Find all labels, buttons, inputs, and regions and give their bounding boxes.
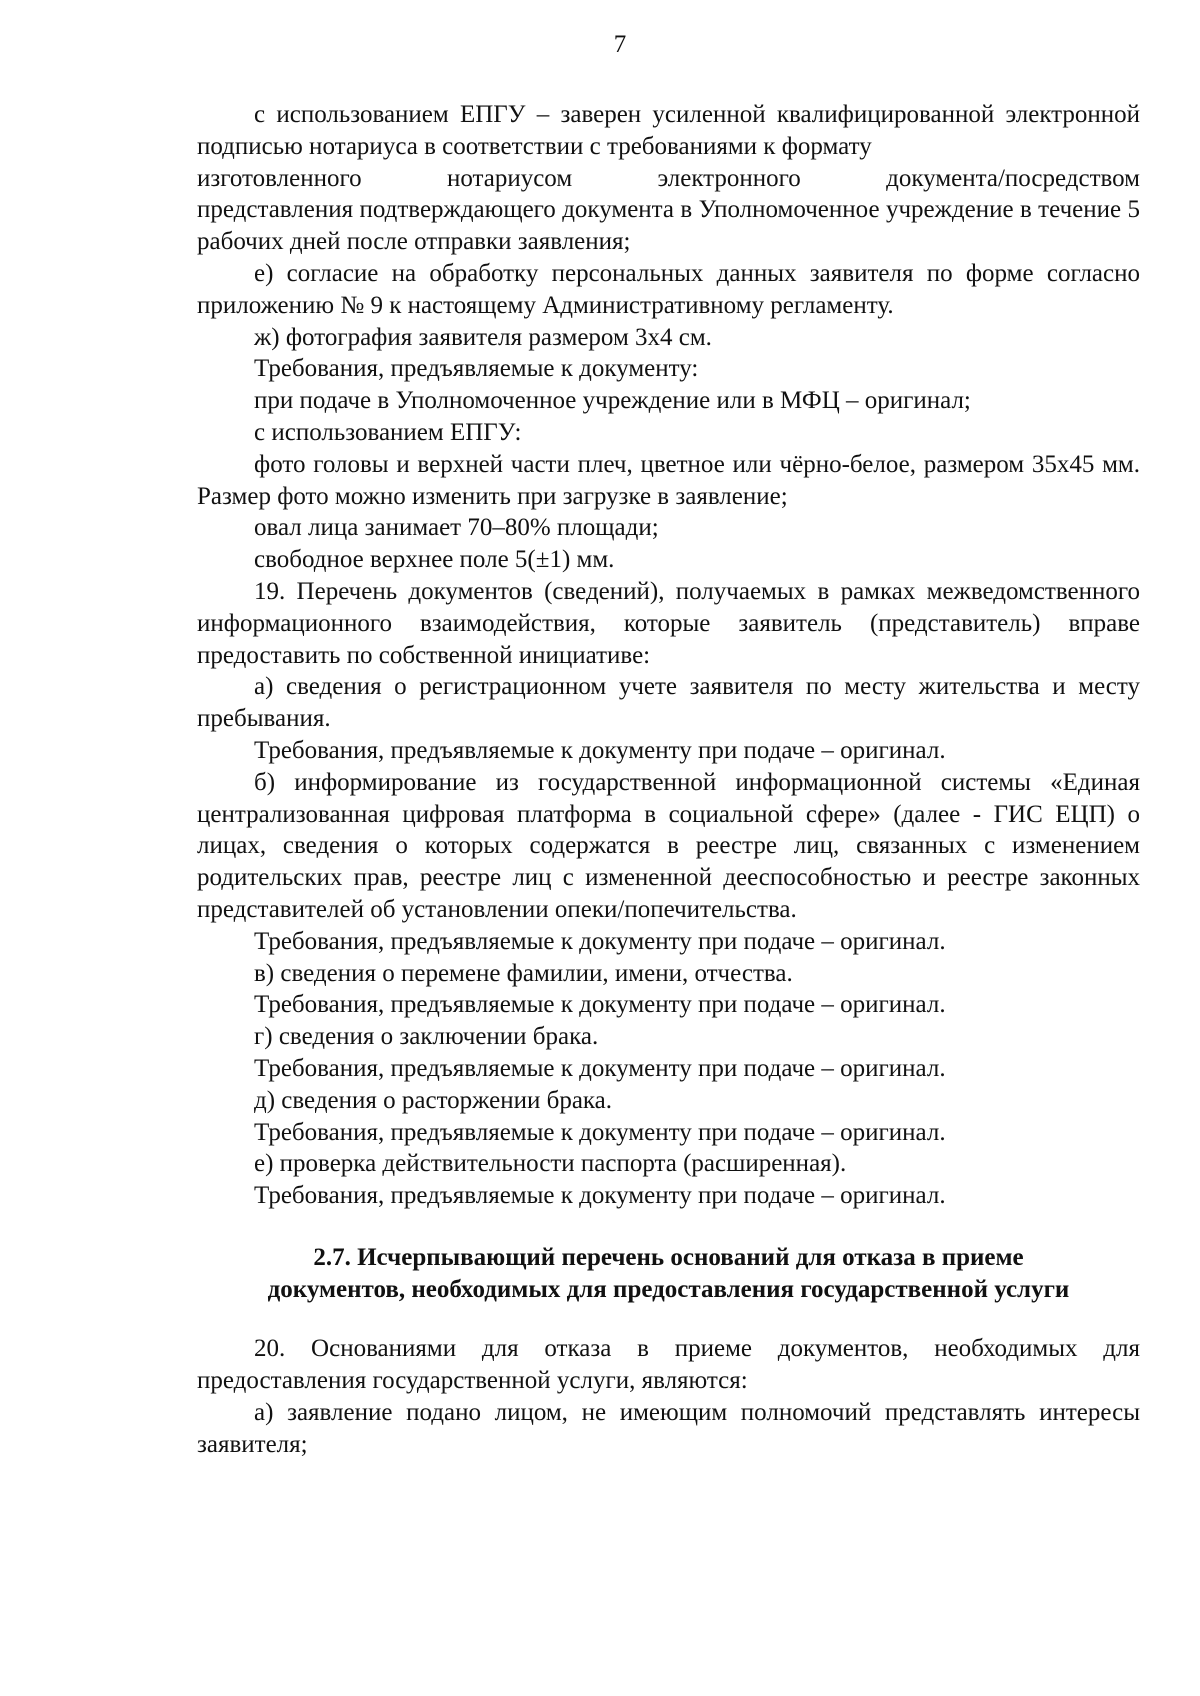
paragraph-photo: ж) фотография заявителя размером 3х4 см. — [254, 323, 712, 351]
section-heading — [197, 1242, 1140, 1306]
paragraph-requirement-original: Требования, предъявляемые к документу при подаче – оригинал. — [254, 736, 946, 764]
paragraph-registration: а) сведения о регистрационном учете заявителя по месту жительства и месту пребывания. — [197, 673, 1140, 733]
page-number: 7 — [613, 31, 627, 58]
paragraph-top-margin: свободное верхнее поле 5(±1) мм. — [254, 546, 615, 574]
paragraph-epgu-notary: с использованием ЕПГУ – заверен усиленной квалифицированной электронной подписью нотариуса в соответствии с требованиями к формату — [197, 101, 1140, 160]
paragraph-marriage: г) сведения о заключении брака. — [254, 1023, 599, 1051]
paragraph-original-mfc: при подаче в Уполномоченное учреждение или в МФЦ – оригинал; — [254, 387, 971, 415]
paragraph-notary-line: изготовленного нотариусом электронного документа/посредством — [197, 164, 1140, 192]
paragraph-requirements: Требования, предъявляемые к документу: — [254, 355, 699, 383]
paragraph-face-oval: овал лица занимает 70–80% площади; — [254, 514, 659, 542]
paragraph-requirement-original: Требования, предъявляемые к документу при подаче – оригинал. — [254, 1118, 946, 1146]
paragraph-no-authority: а) заявление подано лицом, не имеющим полномочий представлять интересы заявителя; — [197, 1399, 1140, 1458]
paragraph-gis-ecp: б) информирование из государственной информационной системы «Единая централизованная цифровая платформа в социальной сфере» (далее - ГИС ЕЦП) о лицах, сведения о которых содержатся в реестре лиц, связанных с изменением родительских прав, реестре лиц с измененной дееспособностью и реестре законных представителей об установлении опеки/попечительства. — [197, 768, 1140, 923]
paragraph-epgu: с использованием ЕПГУ: — [254, 418, 522, 446]
paragraph-requirement-original: Требования, предъявляемые к документу при подаче – оригинал. — [254, 1182, 946, 1210]
document-body — [197, 99, 1140, 1461]
paragraph-passport-check: е) проверка действительности паспорта (расширенная). — [254, 1150, 847, 1178]
paragraph-submission: представления подтверждающего документа в Уполномоченное учреждение в течение 5 рабочих дней после отправки заявления; — [197, 196, 1140, 256]
section-heading-line-2: документов, необходимых для предоставления государственной услуги — [267, 1275, 1070, 1303]
paragraph-requirement-original: Требования, предъявляемые к документу при подаче – оригинал. — [254, 1054, 946, 1082]
paragraph-consent: е) согласие на обработку персональных данных заявителя по форме согласно приложению № 9 к настоящему Административному регламенту. — [197, 259, 1140, 319]
section-heading-line-1: 2.7. Исчерпывающий перечень оснований для отказа в приеме — [313, 1243, 1024, 1271]
paragraph-item-19: 19. Перечень документов (сведений), получаемых в рамках межведомственного информационного взаимодействия, которые заявитель (представитель) вправе предоставить по собственной инициативе: — [197, 577, 1140, 669]
paragraph-photo-spec: фото головы и верхней части плеч, цветное или чёрно-белое, размером 35х45 мм. Размер фото можно изменить при загрузке в заявление; — [197, 450, 1140, 510]
paragraph-item-20: 20. Основаниями для отказа в приеме документов, необходимых для предоставления государственной услуги, являются: — [197, 1335, 1140, 1395]
paragraph-divorce: д) сведения о расторжении брака. — [254, 1086, 613, 1114]
paragraph-requirement-original: Требования, предъявляемые к документу при подаче – оригинал. — [254, 991, 946, 1019]
paragraph-requirement-original: Требования, предъявляемые к документу при подаче – оригинал. — [254, 927, 946, 955]
paragraph-name-change: в) сведения о перемене фамилии, имени, отчества. — [254, 959, 793, 987]
